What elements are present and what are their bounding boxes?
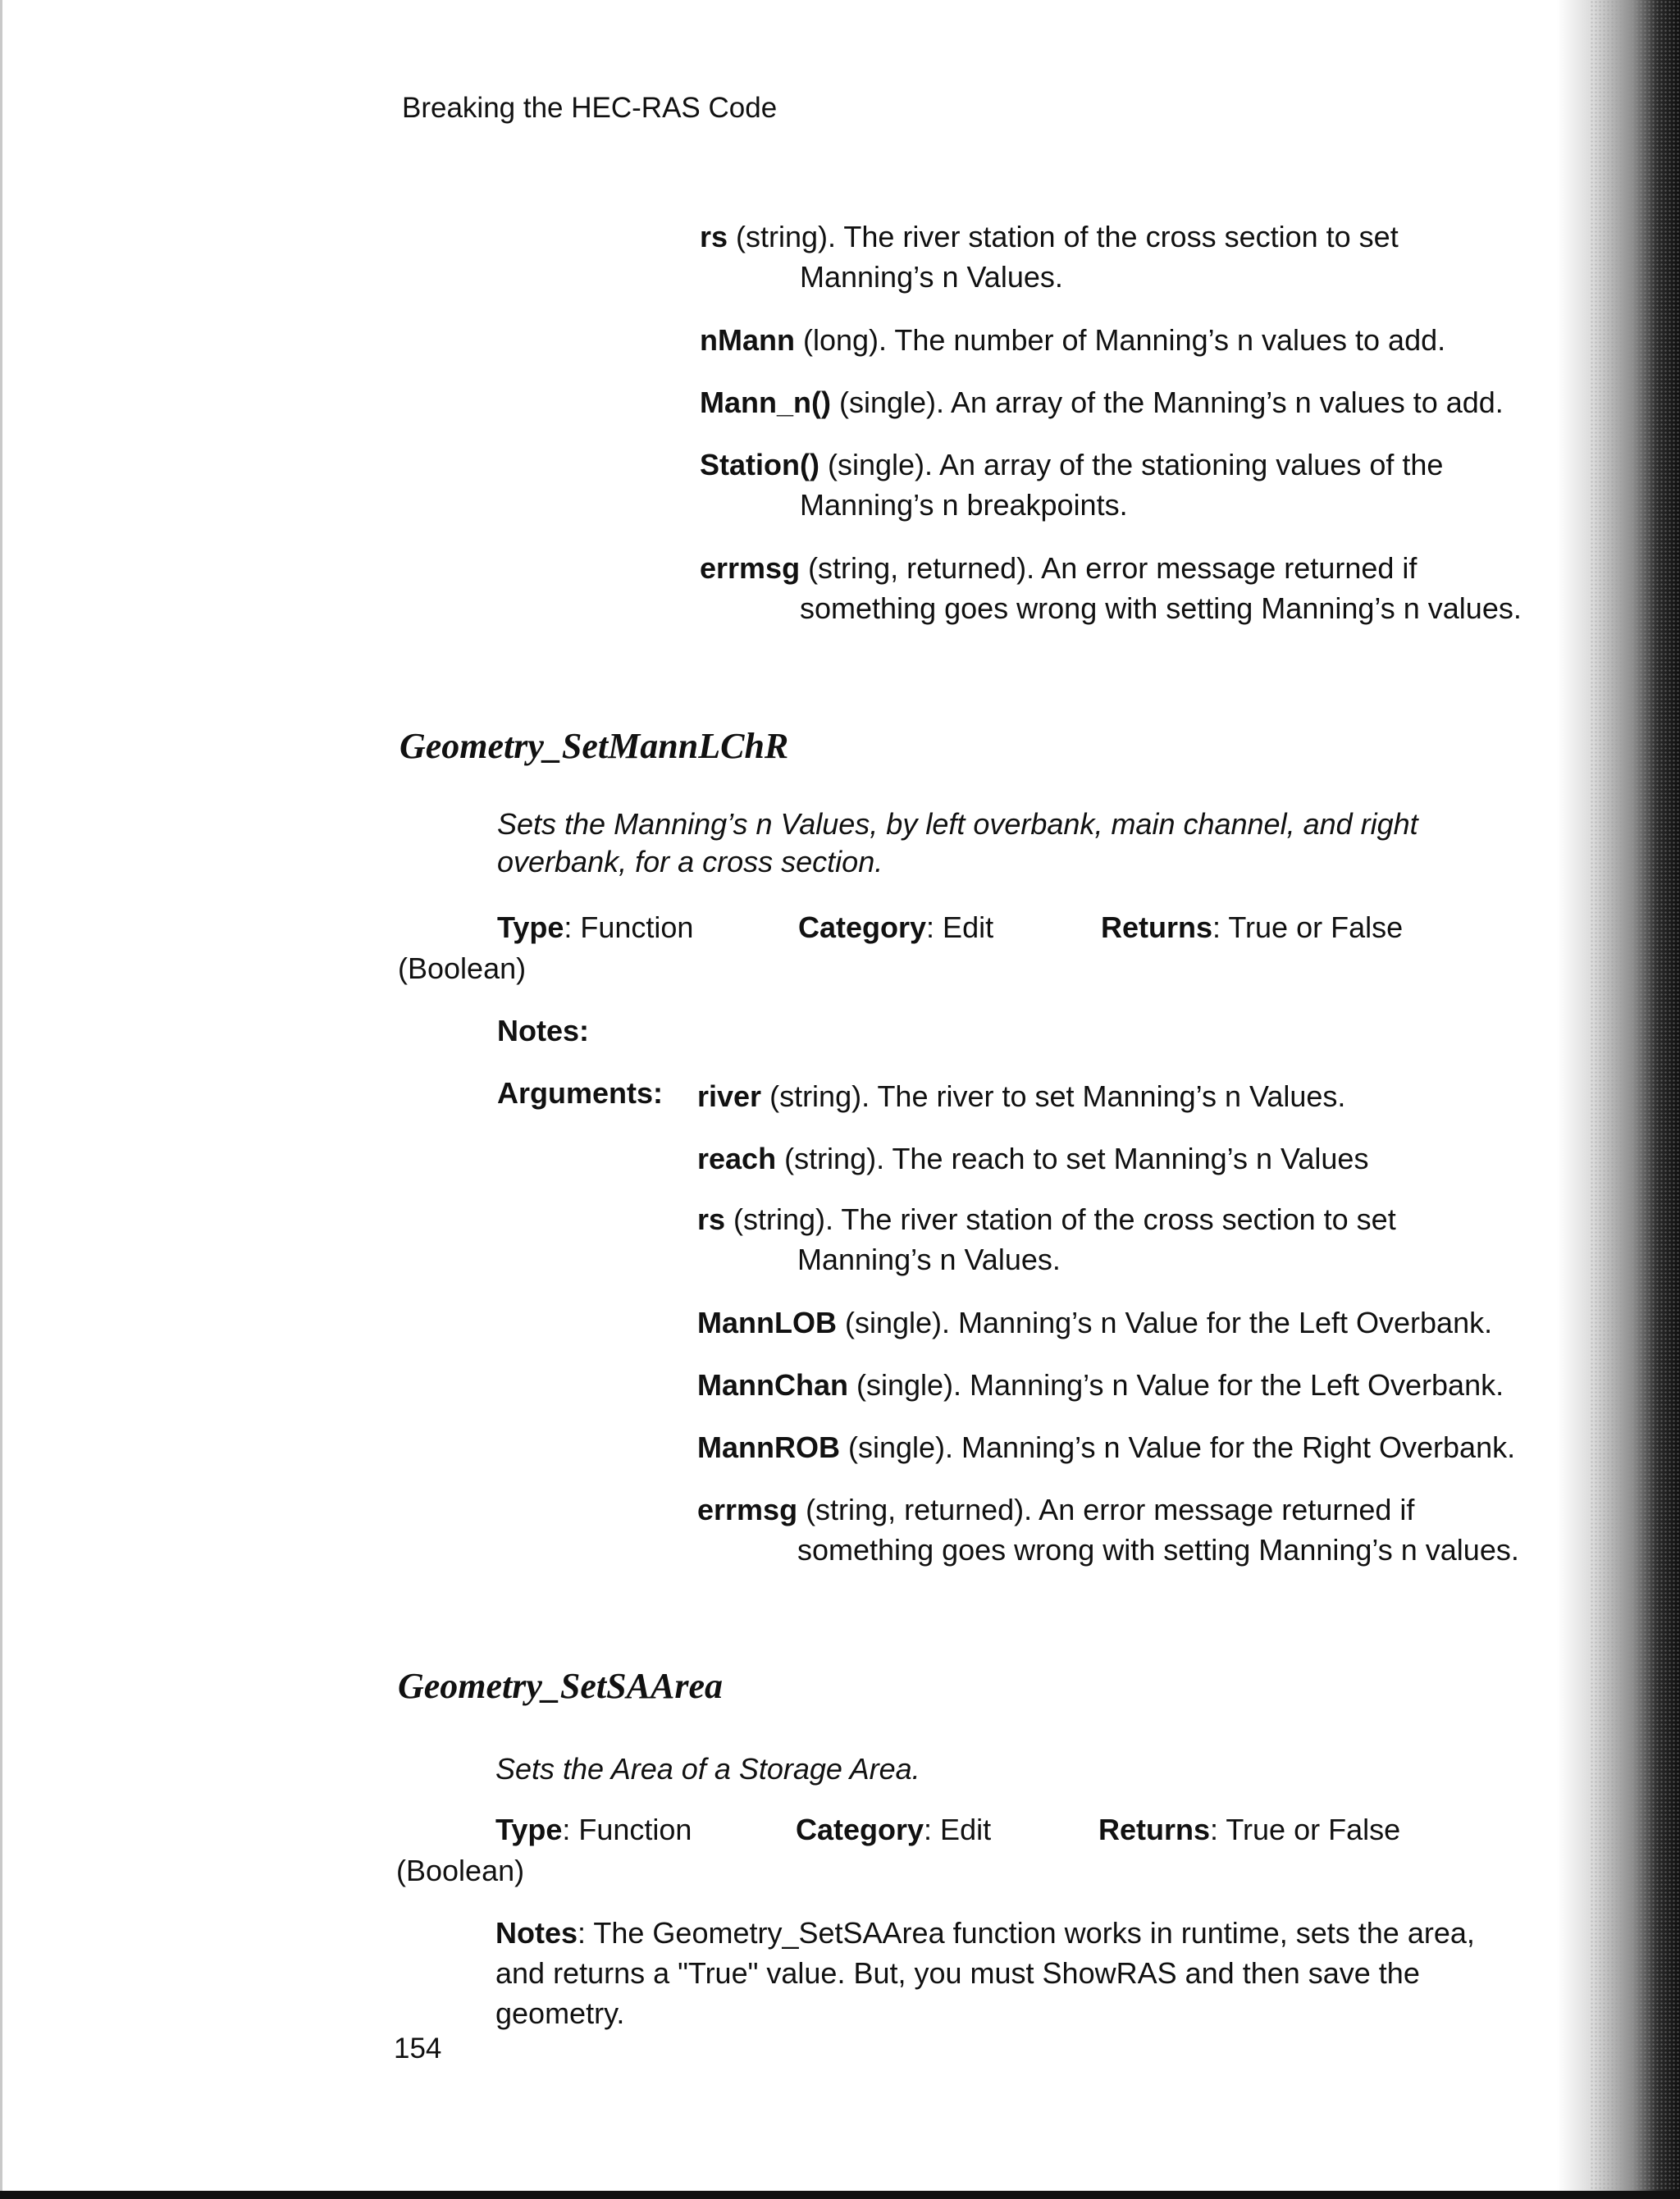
notes-label: Notes: <box>497 1014 590 1047</box>
argument-text: (single). An array of the stationing values of the <box>819 448 1444 481</box>
argument-item <box>697 1365 1504 1405</box>
argument-continuation: Manning’s n breakpoints. <box>800 488 1128 522</box>
argument-text: (single). Manning’s n Value for the Right Overbank. <box>840 1430 1516 1464</box>
page-number: 154 <box>394 2032 442 2064</box>
scan-bottom-edge <box>0 2191 1680 2199</box>
argument-item <box>697 1076 1345 1116</box>
argument-name: errmsg <box>700 551 801 585</box>
category-field <box>798 910 993 945</box>
argument-continuation: something goes wrong with setting Manning’s n values. <box>797 1533 1519 1567</box>
argument-name: MannROB <box>697 1430 840 1464</box>
arguments-label: Arguments: <box>497 1076 664 1110</box>
returns-value: : True or False <box>1212 910 1404 944</box>
type-field <box>497 910 693 945</box>
notes-text: : The Geometry_SetSAArea function works in runtime, sets the area, and returns a "True" value. But, you must ShowRAS and then save the geometry. <box>495 1916 1475 2030</box>
page-left-edge <box>0 0 2 2199</box>
argument-name: rs <box>700 220 728 253</box>
argument-item <box>700 217 1399 297</box>
argument-name: MannChan <box>697 1368 848 1402</box>
section-description: Sets the Manning’s n Values, by left overbank, main channel, and right overbank, for a cross section. <box>497 807 1418 878</box>
argument-text: (long). The number of Manning’s n values to add. <box>794 323 1446 357</box>
argument-text: (single). Manning’s n Value for the Left Overbank. <box>848 1368 1504 1402</box>
argument-name: nMann <box>700 323 795 357</box>
argument-continuation: something goes wrong with setting Manning’s n values. <box>800 591 1522 625</box>
argument-continuation: Manning’s n Values. <box>797 1243 1061 1276</box>
argument-name: reach <box>697 1142 777 1175</box>
returns-label: Returns <box>1101 910 1213 944</box>
section-heading: Geometry_SetMannLChR <box>399 726 789 766</box>
category-label: Category <box>798 910 927 944</box>
section-description: Sets the Area of a Storage Area. <box>495 1752 920 1786</box>
category-field <box>796 1813 991 1847</box>
argument-text: (string). The river station of the cross section to set <box>728 220 1399 253</box>
argument-item <box>697 1427 1515 1467</box>
type-label: Type <box>497 910 564 944</box>
returns-continuation: (Boolean) <box>396 1854 525 1887</box>
argument-item <box>700 445 1443 525</box>
type-value: : Function <box>564 910 694 944</box>
running-header: Breaking the HEC-RAS Code <box>402 92 778 124</box>
returns-field <box>1098 1813 1400 1847</box>
argument-text: (string, returned). An error message returned if <box>797 1493 1415 1526</box>
argument-name: rs <box>697 1202 726 1236</box>
argument-item <box>700 382 1504 422</box>
argument-text: (string). The river station of the cross section to set <box>725 1202 1396 1236</box>
category-value: : Edit <box>926 910 994 944</box>
argument-name: MannLOB <box>697 1306 837 1339</box>
argument-name: Station() <box>700 448 819 481</box>
argument-item <box>700 320 1445 360</box>
category-value: : Edit <box>924 1813 992 1846</box>
returns-field <box>1101 910 1403 945</box>
section-heading: Geometry_SetSAArea <box>398 1666 723 1706</box>
argument-name: Mann_n() <box>700 386 831 419</box>
argument-name: errmsg <box>697 1493 798 1526</box>
argument-text: (string, returned). An error message returned if <box>800 551 1418 585</box>
binding-texture <box>1590 0 1680 2199</box>
returns-value: : True or False <box>1210 1813 1401 1846</box>
argument-item <box>697 1303 1492 1343</box>
argument-text: (string). The river to set Manning’s n Values. <box>761 1079 1346 1113</box>
argument-text: (single). An array of the Manning’s n values to add. <box>830 386 1504 419</box>
notes-paragraph <box>495 1913 1529 2033</box>
argument-item <box>697 1138 1368 1179</box>
type-label: Type <box>495 1813 563 1846</box>
type-field <box>495 1813 692 1847</box>
argument-name: river <box>697 1079 762 1113</box>
category-label: Category <box>796 1813 924 1846</box>
type-value: : Function <box>562 1813 692 1846</box>
returns-continuation: (Boolean) <box>398 951 527 985</box>
argument-text: (string). The reach to set Manning’s n Values <box>776 1142 1369 1175</box>
returns-label: Returns <box>1098 1813 1211 1846</box>
argument-item <box>700 548 1522 628</box>
notes-label: Notes <box>495 1916 578 1950</box>
argument-continuation: Manning’s n Values. <box>800 260 1063 294</box>
argument-item <box>697 1199 1396 1280</box>
argument-item <box>697 1490 1519 1570</box>
argument-text: (single). Manning’s n Value for the Left Overbank. <box>836 1306 1493 1339</box>
